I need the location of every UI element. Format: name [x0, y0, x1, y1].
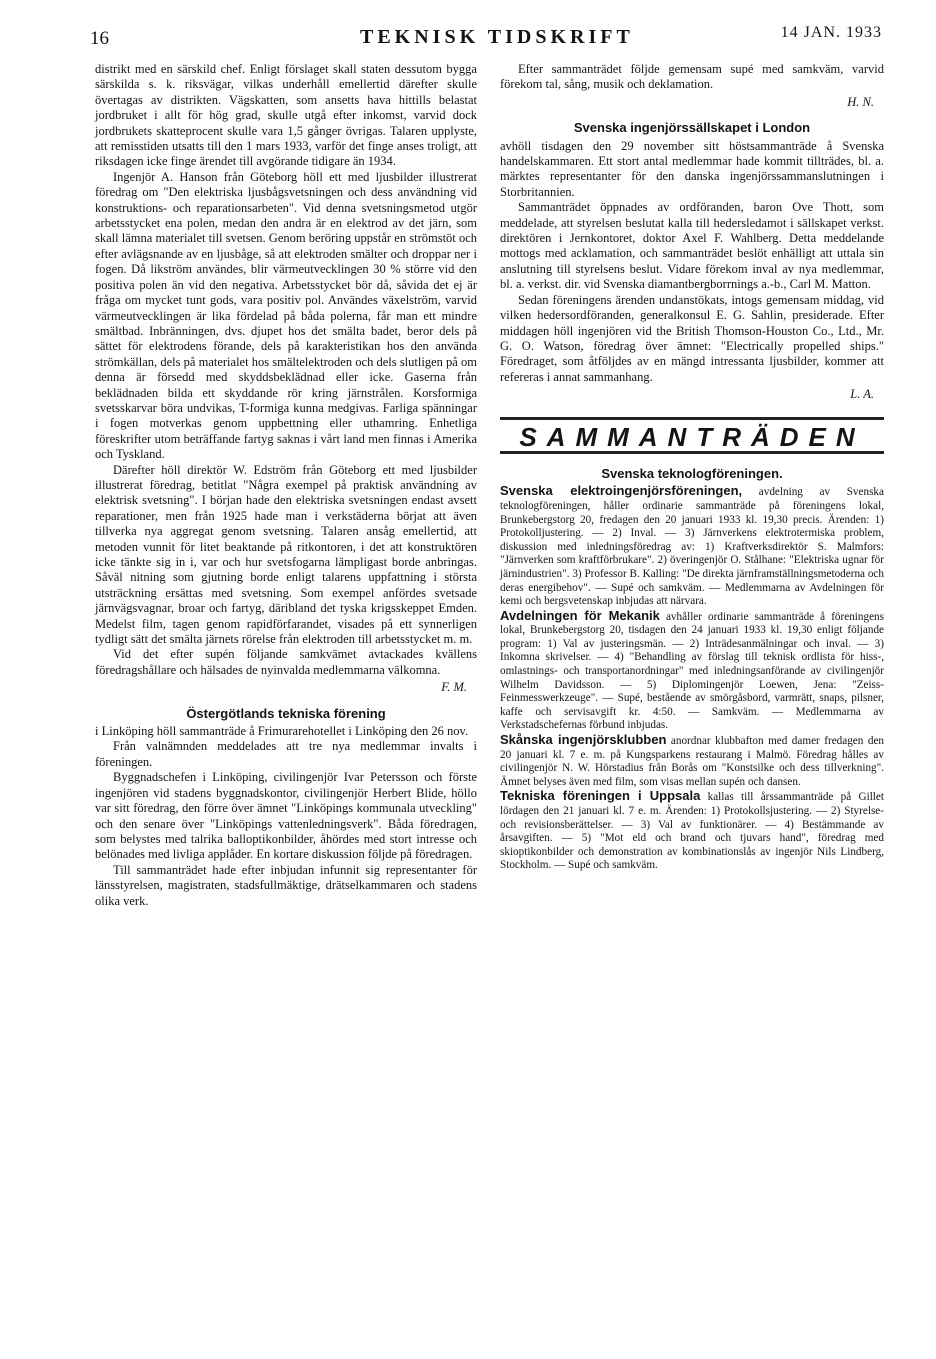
page-number: 16 [90, 28, 109, 49]
notice [500, 484, 884, 608]
signature: H. N. [847, 94, 874, 109]
paragraph: Sedan föreningens ärenden undanstökats, intogs gemensam middag, vid vilken hedersordföranden, generalkonsul E. G. Sahlin, presiderade. Efter middagen höll ingenjören vid the British Thomson-Houston Co., Ltd., Mr. G. O. Watson, föredrag över ämnet: "Electrically propelled ships." Föredraget, som åtföljdes av en mängd intressanta ljusbilder, kommer att refereras i annat sammanhang. [500, 292, 884, 384]
paragraph: Efter sammanträdet följde gemensam supé med samkväm, varvid förekom tal, sång, musik och deklamation. [500, 62, 884, 92]
paragraph: Från valnämnden meddelades att tre nya medlemmar invalts i föreningen. [95, 739, 477, 769]
notice-lead: Svenska elektroingenjörsföreningen, [500, 483, 743, 499]
journal-title: TEKNISK TIDSKRIFT [360, 26, 634, 48]
paragraph: Därefter höll direktör W. Edström från Göteborg ett med ljusbilder illustrerat föredrag, betitlat "Några exempel på praktisk användning av elektrisk svetsning". I början hade den elektriska svetsningen endast avsett reparationer, men från 1925 hade man i verkstäderna börjat att även tillverka nya aggregat genom svetsning. Talaren ansåg emellertid, att metoden vunnit för litet beaktande på ritkontoren, i det att konstruktören icke tänkte sig in i, var och hur svetsfogarna lämpligast borde anbringas. Såväl nitning som gjutning borde enligt talarens uppfattning i största utsträckning ersättas med svetsning. Som exempel anfördes svetsade järnvägsvagnar, broar och fartyg, däribland det tyska krigsskeppet Emden. Medelst film, tagen genom rapidförfarandet, visades på ett synnerligen tydligt sätt det smälta järnets rörelse från elektroden till arbetsstycket m. m. [95, 462, 477, 647]
notice-lead: Skånska ingenjörsklubben [500, 732, 667, 748]
signature: F. M. [441, 680, 467, 695]
section-banner: SAMMANTRÄDEN [500, 417, 884, 454]
page-header [90, 24, 890, 52]
paragraph: Till sammanträdet hade efter inbjudan infunnit sig representanter för länsstyrelsen, magistraten, stadsfullmäktige, drätselkammaren och stadens olika verk. [95, 862, 477, 908]
notice-lead: Tekniska föreningen i Uppsala [500, 788, 701, 804]
paragraph: Ingenjör A. Hanson från Göteborg höll ett med ljusbilder illustrerat föredrag om "Den elektriska ljusbågsvetsningen och dess användning vid konstruktions- och reparationsarbeten". Vid denna svetsningsmetod utgör arbetsstycket ena polen, medan den andra är en elektrod av det järn, som skall lämna materialet till svetsen. Genom beröring uppstår en strömstöt och efter avlägsnande av en ljusbåge, så att elektroden smälter och droppar ner i fogen. Då likström användes, blir värmeutvecklingen 30 % större vid den positiva polen än vid den negativa. Arbetsstycket bör då, såvida det ej är fråga om mycket tunt gods, vara positiv pol. Användes växelström, varvid värmeutvecklingen är lika fördelad på båda polerna, får man ett mindre smältbad. Inbränningen, dvs. djupet hos det smälta badet, beror dels på sättet för elektrodens förande, dels på karakteristikan hos den använda strömkällan, dels på materialet hos smältelektroden och dels slutligen på om denna är försedd med skyddsbeklädnad eller icke. Gaserna från beklädnaden bilda ett skyddande rör kring järnstrålen. Korsformiga svetsskarvar böra undvikas, T-formiga kunna medgivas. Farliga spänningar i fogen motverkas genom uppbettning eller uthamring. Enhetliga föreskrifter utom beträffande fartyg saknas i vårt land men finnas i Amerika och Tyskland. [95, 169, 477, 462]
notice [500, 789, 884, 873]
section-heading: Östergötlands tekniska förening [186, 705, 386, 721]
notice [500, 733, 884, 789]
notice-text: kallas till årssammanträde på Gillet lördagen den 21 januari kl. 7 e. m. Ärenden: 1) Protokollsjustering. — 2) Styrelse- och revisionsberättelser. — 3) Val av funktionärer. — 4) Bestämmande av årsavgiften. — 5) "Mot eld och brand och tjuvars hand", föredrag med skioptikonbilder och demonstration av kombinationslås av ingenjör Nils Lindberg, Stockholm. — Supé och samkväm. [500, 791, 884, 872]
issue-date: 14 JAN. 1933 [780, 24, 882, 41]
paragraph: Byggnadschefen i Linköping, civilingenjör Ivar Petersson och förste ingenjören vid stadens byggnadskontor, civilingenjör Herbert Blide, höllo var sitt föredrag, den förre över ämnet "Linköpings kommunala utveckling" och den senare över "Linköpings vattenledningsverk". Båda föredragen, som belystes med talrika balloptikonbilder, åhördes med stort intresse och belönades med livliga applåder. En kortare diskussion följde på föredragen. [95, 770, 477, 862]
notice-text: anordnar klubbafton med damer fredagen den 20 januari kl. 7 e. m. på Kungsparkens restaurang i Malmö. Föredrag hålles av civilingenjör N. W. Hörstadius från Borås om "Konstsilke och dess tillverkning". Ämnet belyses även med film, som visas mellan supén och dansen. [500, 735, 885, 788]
paragraph: avhöll tisdagen den 29 november sitt höstsammanträde å Svenska handelskammaren. Ett stort antal medlemmar hade kommit tillträdes, bl. a. märktes representanter för den danska ingenjörssammanslutningen i Storbritannien. [500, 138, 884, 199]
section-heading: Svenska ingenjörssällskapet i London [573, 120, 811, 136]
paragraph: Sammanträdet öppnades av ordföranden, baron Ove Thott, som meddelade, att styrelsen beslutat kalla till hedersledamot i sällskapet verkst. direktören i Jernkontoret, doktor Axel F. Wahlberg. Detta meddelande mottogs med acklamation, och sammanträdet beslöt enhälligt att uttala sin anslutning till styrelsens beslut. Vidare förekom inval av nya medlemmar, bl. a. verkst. dir. vid Svenska diamantbergborrnings a.-b., Carl M. Matton. [500, 200, 884, 292]
left-column [95, 62, 477, 909]
notice-text: avhåller ordinarie sammanträde å föreningens lokal, Brunkebergstorg 20, tisdagen den 24 januari 1933 kl. 19,30 enligt följande program: 1) Val av justeringsmän. — 2) Inträdesanmälningar och inval. — 3) Inkomna skrivelser. — 4) "Behandling av förslag till teknisk ordlista för hiss-, omlastnings- och transportanordningar" med inledningsanförande av civilingenjör Wilhelm Davidsson. — 5) Diplomingenjör Loewen, Jena: "Zeiss-Feinmesswerkzeuge". — Supé, bestående av smörgåsbord, varmrätt, snaps, pilsner, kaffe och servisavgift kr. 4:50. — Samkväm. — Medlemmarna av Verkstadschefernas förbund inbjudas. [500, 610, 885, 732]
notice-lead: Avdelningen för Mekanik [500, 607, 660, 623]
section-heading: Svenska teknologföreningen. [601, 465, 783, 481]
signature: L. A. [850, 387, 874, 402]
notice [500, 609, 884, 733]
paragraph: Vid det efter supén följande samkvämet avtackades kvällens föredragshållare och hälsades de nyinvalda medlemmarna välkomna. [95, 647, 477, 677]
right-column [500, 62, 884, 873]
paragraph: distrikt med en särskild chef. Enligt förslaget skall staten dessutom bygga särskilda s. k. riksvägar, vilkas underhåll emellertid därefter skulle övertagas av distrikten. Vägskatten, som ansetts hava hittills belastat jordbruket i allt för hög grad, skulle utgå efter inkomst, varvid dock jordbrukets skatteprocent skulle vara 1,5 gånger övrigas. Talaren upplyste, att remisstiden utsatts till den 1 mars 1933, varför det finge anses troligt, att riksdagen icke finge ärendet till avgörande tidigare än 1934. [95, 62, 477, 169]
notice-text: avdelning av Svenska teknologföreningen, håller ordinarie sammanträde på föreningens lokal, Brunkebergstorg 20, fredagen den 20 januari 1933 kl. 19,30 precis. Ärenden: 1) Protokolljustering. — 2) Inval. — 3) Järnverkens elektrotermiska problem, diskussion med inledningsföredrag av: 1) Kraftverksdirektör S. Malmfors: "Järnverken som kraftförbrukare". 2) överingenjör O. Stålhane: "Elektriska ugnar för järnindustrien". 3) Professor B. Kalling: "De direkta järnframställningsmetoderna och deras energibehov". — Supé och samkväm. — Medlemmarna av Avdelningen för kemi och bergsvetenskap inbjudas att närvara. [500, 486, 884, 608]
paragraph: i Linköping höll sammanträde å Frimurarehotellet i Linköping den 26 nov. [95, 724, 469, 739]
